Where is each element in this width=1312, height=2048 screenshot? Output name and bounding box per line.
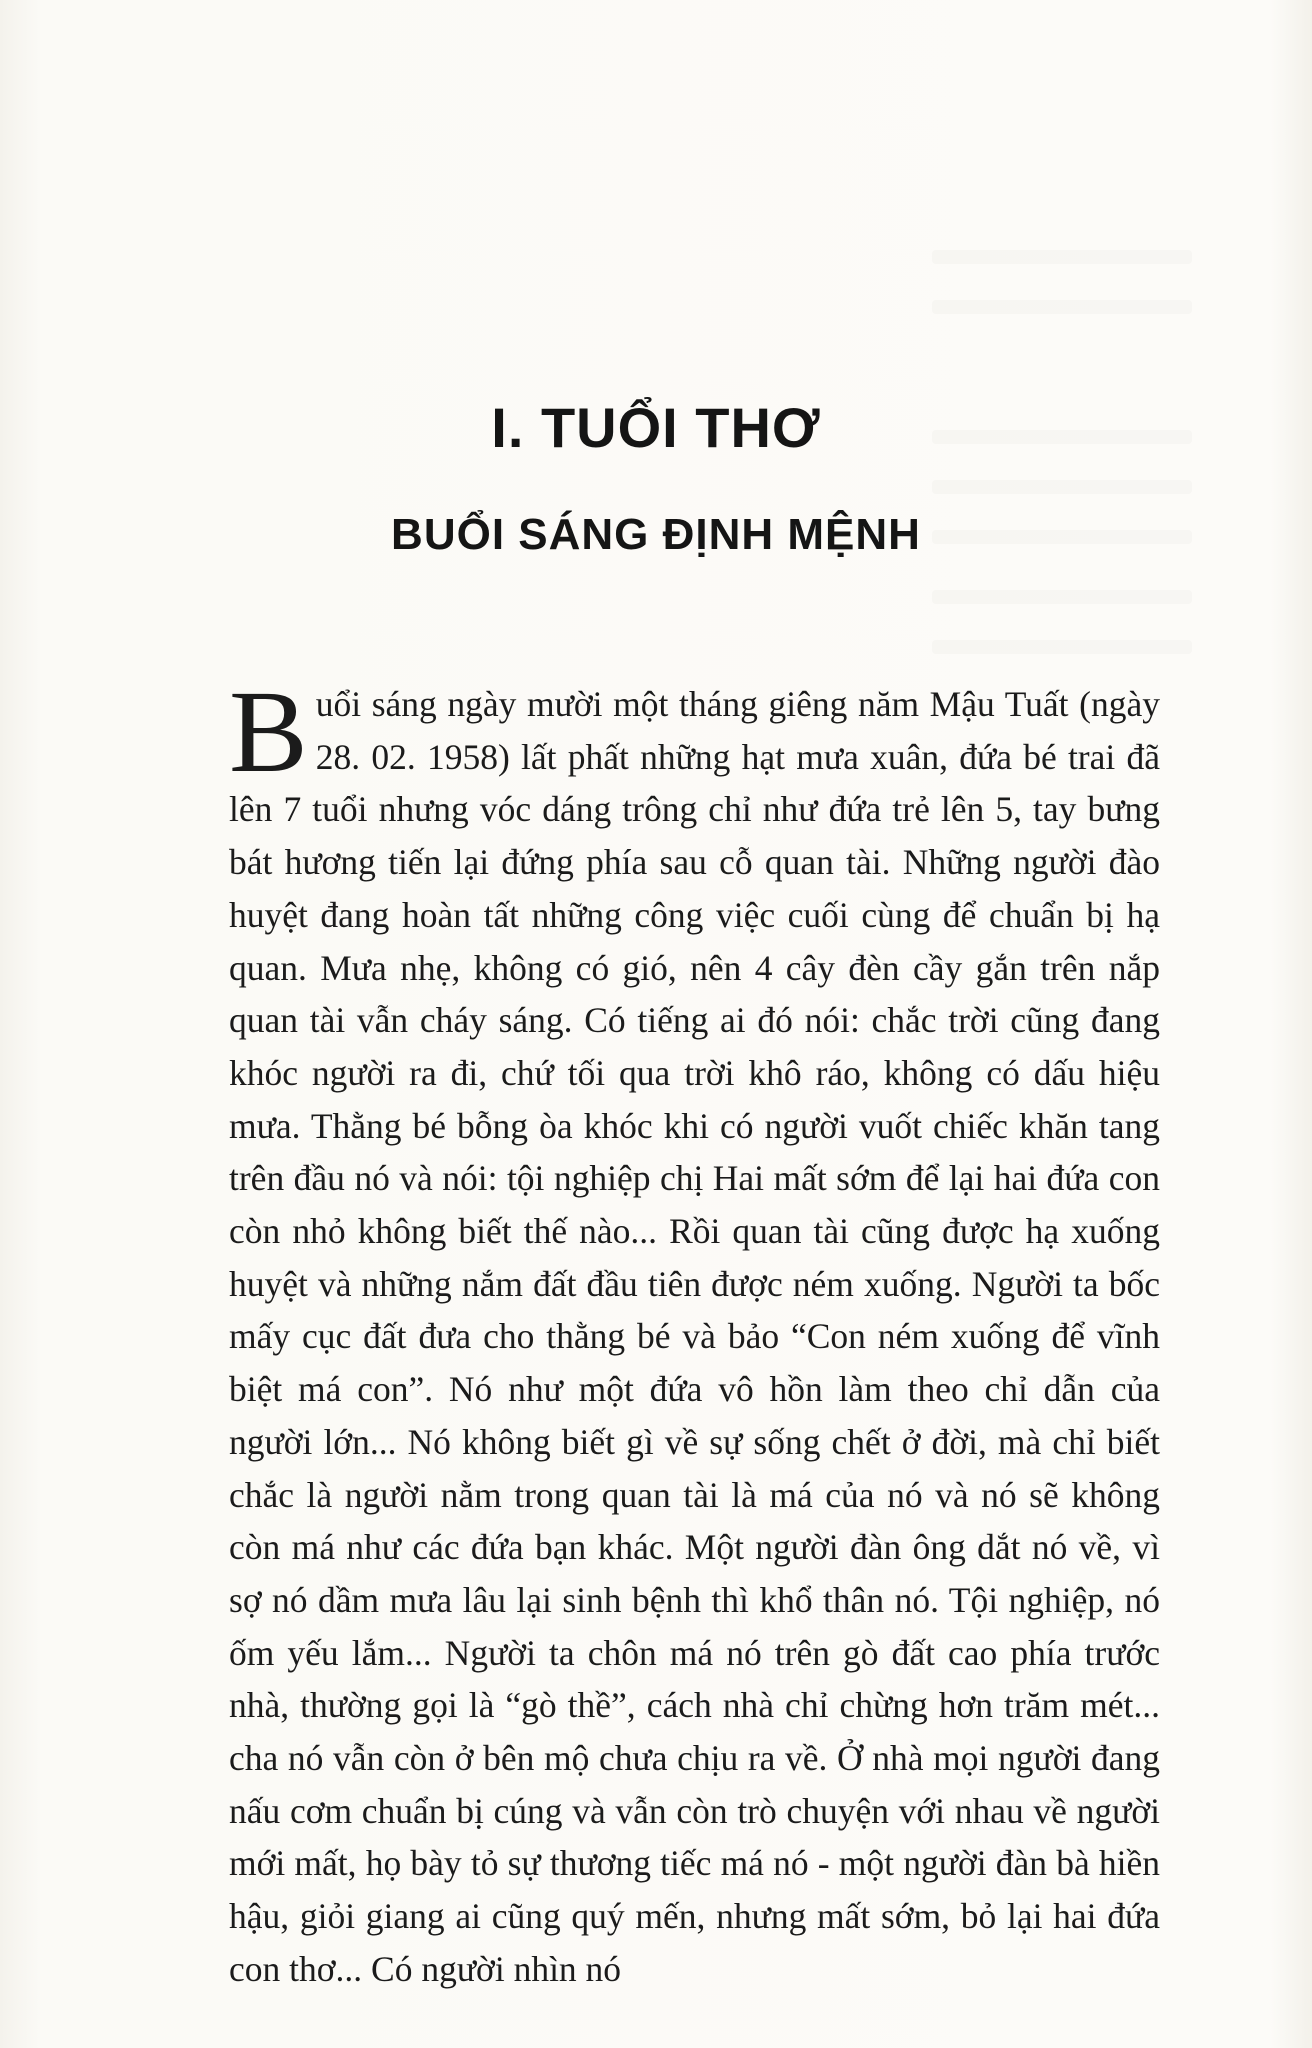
bleed-through-shadow [932, 250, 1192, 264]
body-paragraph [229, 666, 1160, 1996]
bleed-through-shadow [932, 590, 1192, 604]
drop-cap: B [229, 666, 308, 797]
section-title: BUỔI SÁNG ĐỊNH MỆNH [391, 510, 921, 559]
bleed-through-shadow [932, 300, 1192, 314]
bleed-through-shadow [932, 480, 1192, 494]
body-text: uổi sáng ngày mười một tháng giêng năm Mậu Tuất (ngày 28. 02. 1958) lất phất những hạt mưa xuân, đứa bé trai đã lên 7 tuổi nhưng vóc dáng trông chỉ như đứa trẻ lên 5, tay bưng bát hương tiến lại đứng phía sau cỗ quan tài. Những người đào huyệt đang hoàn tất những công việc cuối cùng để chuẩn bị hạ quan. Mưa nhẹ, không có gió, nên 4 cây đèn cầy gắn trên nắp quan tài vẫn cháy sáng. Có tiếng ai đó nói: chắc trời cũng đang khóc người ra đi, chứ tối qua trời khô ráo, không có dấu hiệu mưa. Thằng bé bỗng òa khóc khi có người vuốt chiếc khăn tang trên đầu nó và nói: tội nghiệp chị Hai mất sớm để lại hai đứa con còn nhỏ không biết thế nào... Rồi quan tài cũng được hạ xuống huyệt và những nắm đất đầu tiên được ném xuống. Người ta bốc mấy cục đất đưa cho thằng bé và bảo “Con ném xuống để vĩnh biệt má con”. Nó như một đứa vô hồn làm theo chỉ dẫn của người lớn... Nó không biết gì về sự sống chết ở đời, mà chỉ biết chắc là người nằm trong quan tài là má của nó và nó sẽ không còn má như các đứa bạn khác. Một người đàn ông dắt nó về, vì sợ nó dầm mưa lâu lại sinh bệnh thì khổ thân nó. Tội nghiệp, nó ốm yếu lắm... Người ta chôn má nó trên gò đất cao phía trước nhà, thường gọi là “gò thề”, cách nhà chỉ chừng hơn trăm mét... cha nó vẫn còn ở bên mộ chưa chịu ra về. Ở nhà mọi người đang nấu cơm chuẩn bị cúng và vẫn còn trò chuyện với nhau về người mới mất, họ bày tỏ sự thương tiếc má nó - một người đàn bà hiền hậu, giỏi giang ai cũng quý mến, nhưng mất sớm, bỏ lại hai đứa con thơ... Có người nhìn nó [229, 684, 1160, 1989]
bleed-through-shadow [932, 640, 1192, 654]
chapter-title: I. TUỔI THƠ [491, 396, 821, 459]
